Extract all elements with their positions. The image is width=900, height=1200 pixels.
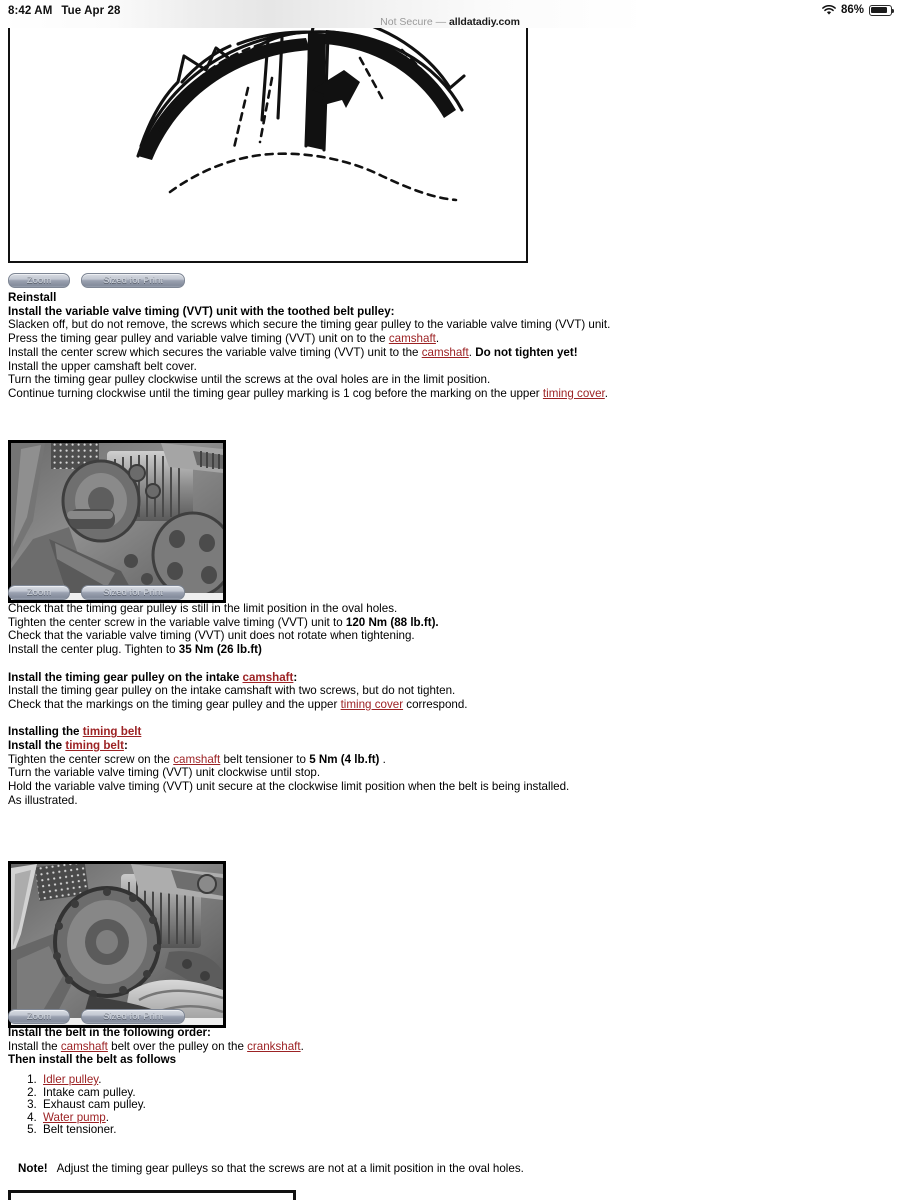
line-tighten-center-screw (0, 616, 900, 630)
sized-for-print-button[interactable]: Sized for Print (81, 1009, 185, 1024)
illustration-timing-gear-lineart (8, 28, 528, 263)
line-markings-text-a: Check that the markings on the timing gear pulley and the upper (8, 697, 341, 711)
heading-intake-text-b: : (293, 670, 298, 684)
zoom-button[interactable]: Zoom (8, 273, 70, 288)
paragraph-spacer (0, 657, 900, 671)
line-center-plug (0, 643, 900, 657)
link-crankshaft[interactable]: crankshaft (247, 1039, 301, 1053)
line-camshaft-belt-text-a: Install the (8, 1039, 61, 1053)
link-timing-belt[interactable]: timing belt (65, 739, 124, 752)
line-camshaft-belt-text-c: . (300, 1039, 304, 1053)
zoom-button[interactable]: Zoom (8, 585, 70, 600)
list-item-label: Belt tensioner. (43, 1123, 117, 1137)
status-date: Tue Apr 28 (61, 5, 121, 17)
list-item-label: Intake cam pulley. (43, 1085, 136, 1099)
line-camshaft-belt-over-crankshaft (0, 1040, 900, 1054)
status-time: 8:42 AM (8, 5, 53, 17)
link-timing-cover[interactable]: timing cover (340, 697, 404, 711)
note-label: Note! (18, 1162, 48, 1175)
zoom-button[interactable]: Zoom (8, 1009, 70, 1024)
line-tensioner-text-b: belt tensioner to (220, 752, 310, 766)
line-center-text-a: Install the center screw which secures the variable valve timing (VVT) unit to the (8, 345, 422, 359)
line-press-pulley (0, 332, 900, 346)
photo-vvt-unit-installed (8, 440, 226, 603)
heading-installing-text: Installing the (8, 725, 83, 739)
list-item (40, 1112, 900, 1125)
link-camshaft[interactable]: camshaft (60, 1039, 108, 1053)
note-text: Adjust the timing gear pulleys so that the screws are not at a limit position in the oval holes. (56, 1162, 524, 1175)
line-camshaft-belt-text-b: belt over the pulley on the (107, 1039, 248, 1053)
line-turn-clockwise: Turn the timing gear pulley clockwise until the screws at the oval holes are in the limit position. (8, 373, 491, 387)
line-as-illustrated: As illustrated. (8, 793, 78, 807)
heading-install-text-b: : (123, 739, 128, 752)
line-tighten-text: Tighten the center screw in the variable valve timing (VVT) unit to (8, 615, 346, 629)
heading-installing-timing-belt (0, 725, 900, 739)
address-separator: — (435, 16, 447, 28)
torque-spec-120nm: 120 Nm (88 lb.ft). (345, 615, 439, 629)
line-tensioner-torque (0, 753, 900, 767)
list-item-suffix: . (98, 1073, 102, 1087)
line-continue-text-b: . (604, 386, 608, 400)
battery-icon (869, 5, 892, 16)
link-camshaft[interactable]: camshaft (388, 332, 436, 346)
paragraph-spacer (0, 712, 900, 726)
line-continue-clockwise (0, 387, 900, 401)
line-upper-belt-cover: Install the upper camshaft belt cover. (8, 359, 197, 373)
status-bar-right (822, 4, 892, 16)
wifi-icon (822, 5, 836, 16)
link-camshaft[interactable]: camshaft (242, 670, 294, 684)
web-page-content (0, 28, 900, 1200)
sized-for-print-button[interactable]: Sized for Print (81, 585, 185, 600)
list-item (40, 1074, 900, 1087)
heading-intake-camshaft-pulley (0, 671, 900, 685)
line-intake-two-screws: Install the timing gear pulley on the intake camshaft with two screws, but do not tighten. (8, 684, 456, 698)
line-markings-text-b: correspond. (403, 697, 468, 711)
ipad-status-bar (0, 0, 900, 28)
torque-spec-35nm: 35 Nm (26 lb.ft) (178, 643, 262, 657)
heading-then-install-belt: Then install the belt as follows (8, 1053, 177, 1067)
line-check-limit-position: Check that the timing gear pulley is still in the limit position in the oval holes. (8, 602, 398, 615)
image-toolbar-3 (0, 1006, 185, 1026)
list-spacer (0, 1067, 900, 1074)
line-plug-text: Install the center plug. Tighten to (8, 643, 179, 657)
illustration-frame-next (8, 1190, 296, 1200)
torque-spec-5nm: 5 Nm (4 lb.ft) (309, 752, 380, 766)
do-not-tighten-warning: Do not tighten yet! (475, 345, 578, 359)
not-secure-label: Not Secure (380, 16, 433, 28)
line-tensioner-text-c: . (379, 752, 386, 766)
reinstall-text-block (0, 291, 900, 401)
link-camshaft[interactable]: camshaft (421, 345, 469, 359)
line-press-text-b: . (435, 332, 440, 346)
list-item (40, 1087, 900, 1100)
note-callout (0, 1162, 524, 1176)
line-center-screw (0, 346, 900, 360)
link-timing-belt[interactable]: timing belt (82, 725, 142, 739)
reinstall-subheading: Install the variable valve timing (VVT) unit with the toothed belt pulley: (8, 304, 395, 318)
image-toolbar-2 (0, 582, 185, 602)
reinstall-heading: Reinstall (8, 291, 57, 304)
battery-percent-label: 86% (840, 4, 864, 16)
image-toolbar-1 (0, 270, 185, 290)
sized-for-print-button[interactable]: Sized for Print (81, 273, 185, 288)
browser-address-label[interactable] (0, 16, 900, 28)
line-tensioner-text-a: Tighten the center screw on the (8, 752, 174, 766)
line-turn-vvt-clockwise: Turn the variable valve timing (VVT) unit clockwise until stop. (8, 766, 321, 780)
list-item (40, 1124, 900, 1137)
line-check-no-rotate: Check that the variable valve timing (VVT) unit does not rotate when tightening. (8, 629, 415, 643)
heading-belt-install-order: Install the belt in the following order: (8, 1026, 211, 1039)
list-item-label: Exhaust cam pulley. (43, 1098, 146, 1112)
line-slacken: Slacken off, but do not remove, the screws which secure the timing gear pulley to the variable valve timing (VVT) unit. (8, 318, 611, 332)
line-continue-text-a: Continue turning clockwise until the timing gear pulley marking is 1 cog before the marking on the upper (8, 386, 543, 400)
line-hold-vvt-secure: Hold the variable valve timing (VVT) unit secure at the clockwise limit position when the belt is being installed. (8, 780, 570, 794)
photo-timing-belt-installation (8, 861, 226, 1028)
line-center-text-b: . (468, 345, 476, 359)
line-press-text-a: Press the timing gear pulley and variable valve timing (VVT) unit on to the (8, 332, 389, 346)
list-item-suffix: . (105, 1110, 109, 1124)
heading-install-timing-belt (0, 739, 900, 753)
heading-intake-text-a: Install the timing gear pulley on the intake (8, 670, 243, 684)
line-check-markings (0, 698, 900, 712)
list-item (40, 1099, 900, 1112)
link-idler-pulley[interactable]: Idler pulley (43, 1073, 99, 1087)
link-timing-cover[interactable]: timing cover (542, 386, 605, 400)
link-water-pump[interactable]: Water pump (43, 1110, 106, 1124)
torque-text-block (0, 602, 900, 808)
site-hostname: alldatadiy.com (449, 16, 520, 28)
link-camshaft[interactable]: camshaft (173, 752, 221, 766)
belt-order-text-block (0, 1026, 900, 1137)
belt-order-list (0, 1074, 900, 1137)
heading-install-text-a: Install the (8, 739, 66, 752)
